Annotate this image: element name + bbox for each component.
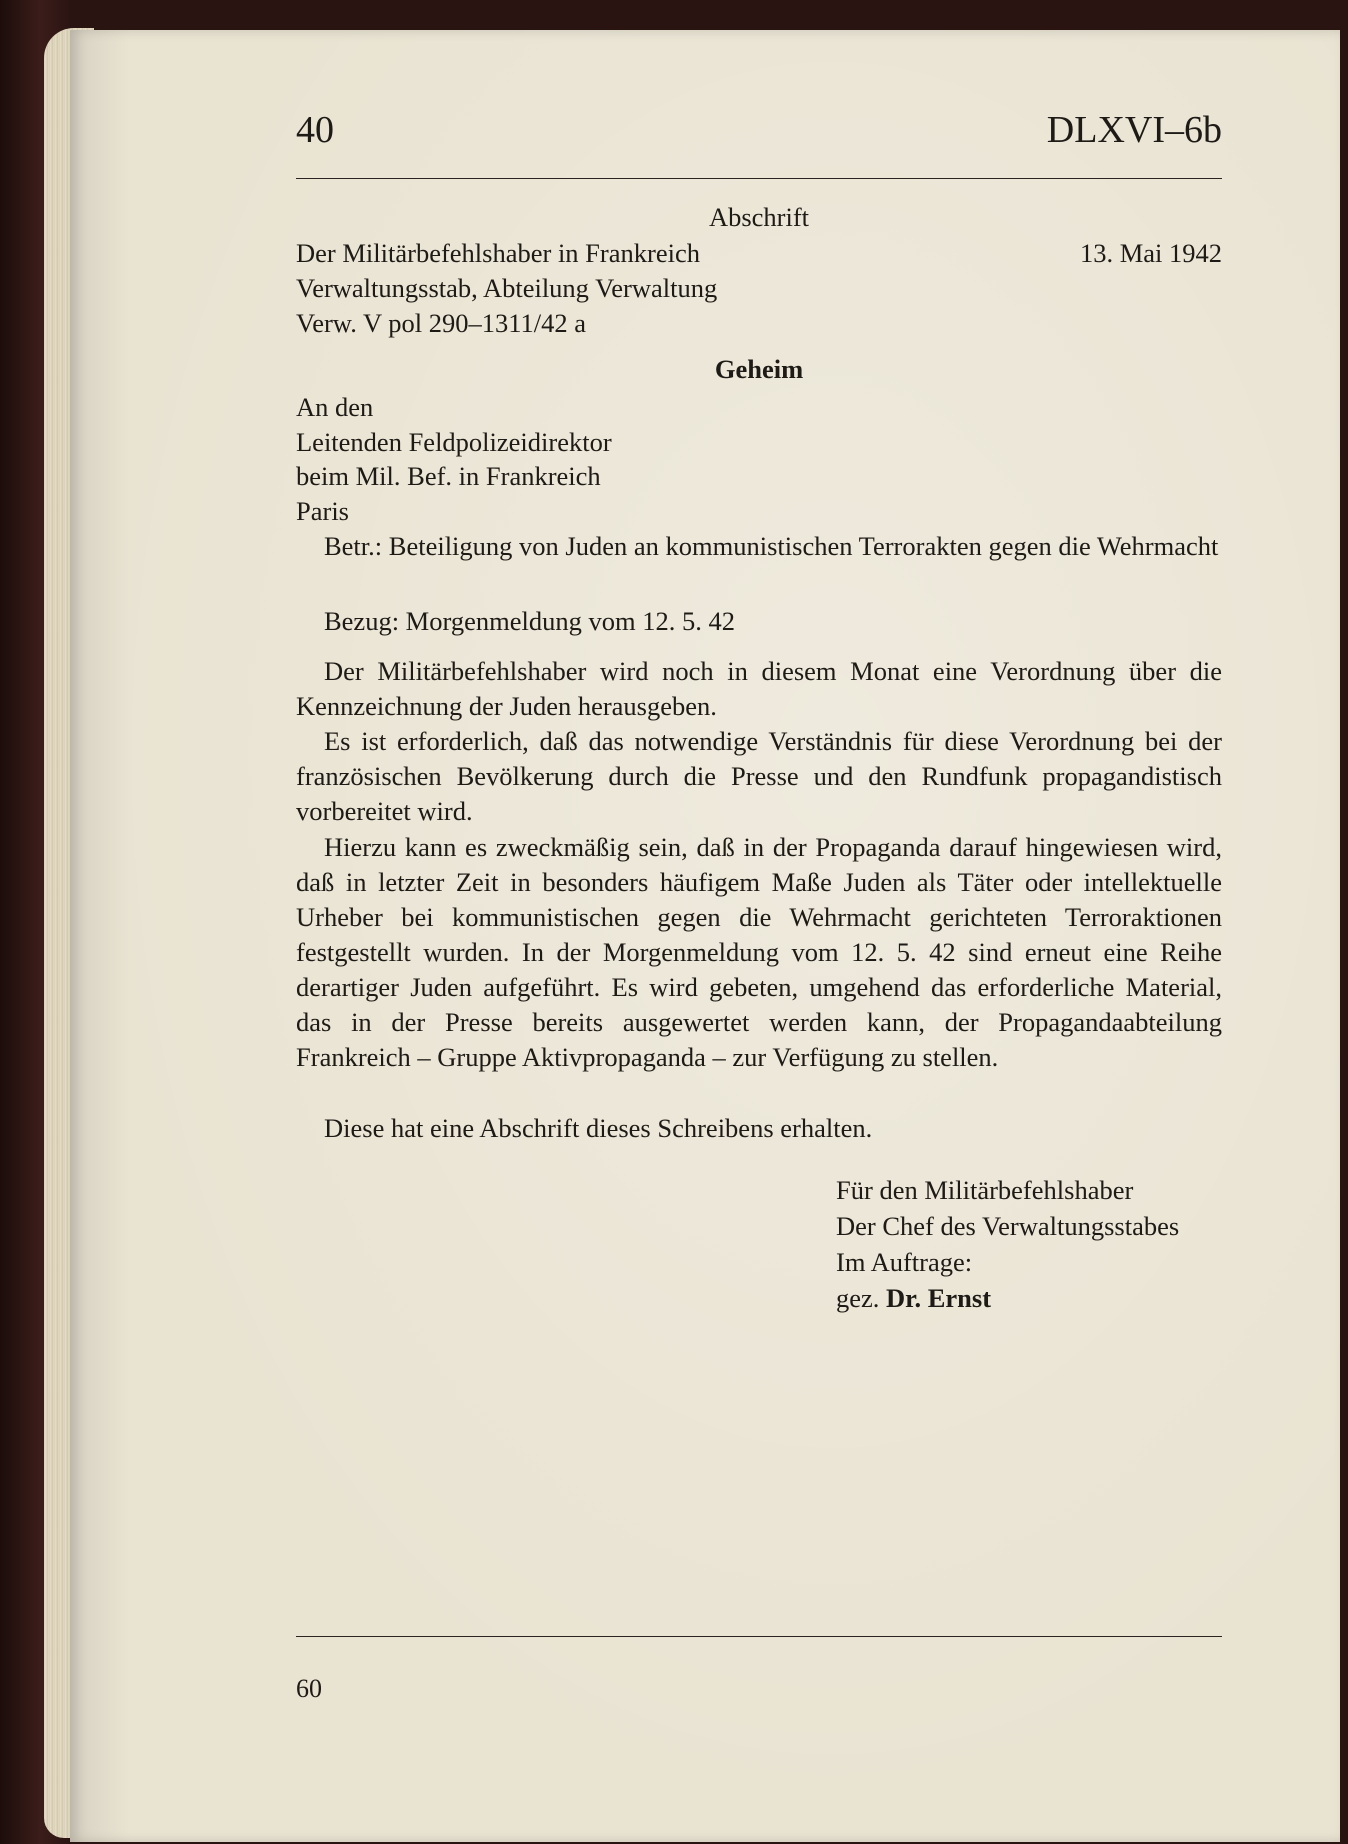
copy-label: Abschrift (708, 202, 810, 232)
header-page-number: 40 (296, 109, 334, 151)
reference-line: Bezug: Morgenmeldung vom 12. 5. 42 (324, 606, 735, 636)
recipient-line-2: Leitenden Feldpolizeidirektor (296, 427, 612, 457)
body-paragraph-2: Es ist erforderlich, daß das notwendige Verständnis für diese Verordnung bei der französischen Bevölkerung durch die Presse und den Rundfunk propagandistisch vorbereitet wird. (296, 726, 1222, 826)
sender-line-1: Der Militärbefehlshaber in Frankreich (296, 238, 700, 268)
body-paragraph-1: Der Militärbefehlshaber wird noch in diesem Monat eine Verordnung über die Kennzeichnung der Juden herausgeben. (296, 656, 1222, 721)
signature-line-2: Der Chef des Verwaltungsstabes (836, 1211, 1180, 1241)
body-paragraph-4: Diese hat eine Abschrift dieses Schreibens erhalten. (324, 1113, 873, 1143)
footer-rule (296, 1636, 1222, 1637)
recipient-line-4: Paris (296, 496, 349, 526)
sender-line-2: Verwaltungsstab, Abteilung Verwaltung (296, 273, 718, 303)
recipient-line-3: beim Mil. Bef. in Frankreich (296, 461, 601, 491)
body-paragraph-3: Hierzu kann es zweckmäßig sein, daß in der Propaganda darauf hingewiesen wird, daß in letzter Zeit in besonders häufigem Maße Juden als Täter oder intellektuelle Urheber bei kommunistischen gegen die Wehrmacht gerichteten Terroraktionen festgestellt wurden. In der Morgenmeldung vom 12. 5. 42 sind erneut eine Reihe derartiger Juden aufgeführt. Es wird gebeten, umgehend das erforderliche Material, das in der Presse bereits ausgewertet werden kann, der Propagandaabteilung Frankreich – Gruppe Aktivpropaganda – zur Verfügung zu stellen. (296, 832, 1222, 1072)
reference-number: Verw. V pol 290–1311/42 a (296, 308, 587, 338)
signature-prefix: gez. (836, 1283, 880, 1313)
subject-line: Betr.: Beteiligung von Juden an kommunistischen Terrorakten gegen die Wehrmacht (324, 531, 1219, 561)
classification-label: Geheim (714, 354, 804, 384)
header-rule (296, 178, 1222, 179)
header-document-code: DLXVI–6b (1046, 109, 1222, 151)
signature-line-3: Im Auftrage: (836, 1247, 973, 1277)
footer-page-number: 60 (296, 1674, 322, 1703)
letter-date: 13. Mai 1942 (1079, 238, 1222, 268)
recipient-line-1: An den (296, 392, 374, 422)
signature-line-1: Für den Militärbefehlshaber (836, 1175, 1134, 1205)
signature-name: Dr. Ernst (886, 1283, 992, 1313)
signature-block (836, 1280, 991, 1316)
